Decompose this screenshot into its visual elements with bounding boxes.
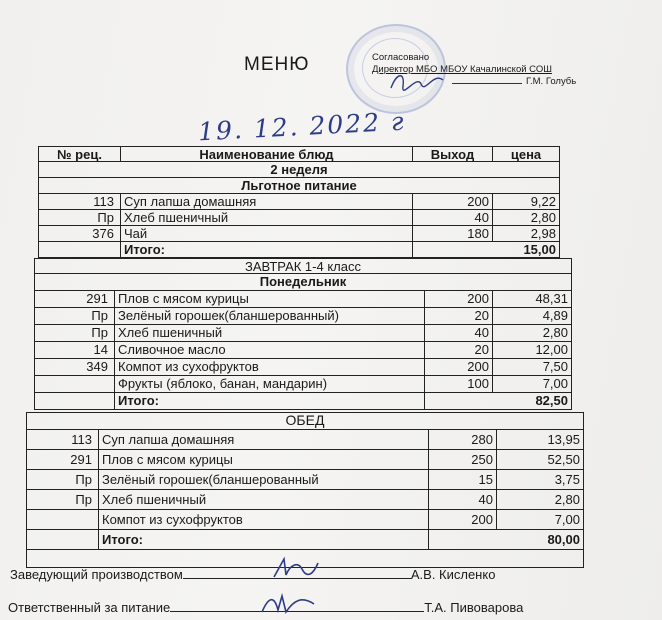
responsible-signature [258, 590, 318, 616]
table-row: 291 Плов с мясом курицы 200 48,31 [34, 291, 572, 308]
col-header-name: Наименование блюд [120, 147, 412, 161]
table-header-row [38, 146, 560, 162]
section-row: Льготное питание [38, 178, 560, 194]
table-row: 291 Плов с мясом курицы 250 52,50 [26, 450, 584, 470]
total-row: Итого: 82,50 [34, 393, 572, 410]
table-row: Компот из сухофруктов 200 7,00 [26, 510, 584, 530]
table-row: Фрукты (яблоко, банан, мандарин) 100 7,00 [34, 376, 572, 393]
col-header-price: цена [492, 147, 560, 161]
day-row: Понедельник [34, 274, 572, 291]
week-row: 2 неделя [38, 162, 560, 178]
table-row: 14 Сливочное масло 20 12,00 [34, 342, 572, 359]
table-row: 349 Компот из сухофруктов 200 7,50 [34, 359, 572, 376]
approval-line-1: Согласовано [372, 52, 430, 63]
table-row: Пр Хлеб пшеничный 40 2,80 [34, 325, 572, 342]
manager-signature [268, 555, 322, 583]
table-row: 376 Чай 180 2,98 [38, 226, 560, 242]
table-row: Пр Зелёный горошек(бланшерованный) 20 4,89 [34, 308, 572, 325]
director-signature [383, 68, 453, 94]
approval-line-3: Г.М. Голубь [372, 76, 576, 88]
total-row: Итого: 15,00 [38, 242, 560, 258]
table-row: 113 Суп лапша домашняя 280 13,95 [26, 430, 584, 450]
responsible-name: Т.А. Пивоварова [424, 600, 524, 615]
manager-name: А.В. Кисленко [410, 567, 496, 582]
menu-title: МЕНЮ [244, 54, 310, 75]
manager-label: Заведующий производством [10, 567, 183, 582]
section-row: ЗАВТРАК 1-4 класс [34, 258, 572, 274]
col-header-output: Выход [412, 147, 492, 161]
table-row: Пр Хлеб пшеничный 40 2,80 [26, 490, 584, 510]
table-row: 113 Суп лапша домашняя 200 9,22 [38, 194, 560, 210]
responsible-label: Ответственный за питание [8, 600, 171, 615]
approval-line-2: Директор МБО МБОУ Качалинской СОШ [372, 64, 552, 75]
table-row: Пр Хлеб пшеничный 40 2,80 [38, 210, 560, 226]
col-header-code: № рец. [38, 147, 120, 161]
total-row: Итого: 80,00 [26, 530, 584, 550]
manager-signature-line [10, 567, 495, 582]
table-row: Пр Зелёный горошек(бланшерованный 15 3,75 [26, 470, 584, 490]
menu-date: 19. 12. 2022 г [197, 106, 407, 147]
section-row: ОБЕД [26, 412, 584, 430]
